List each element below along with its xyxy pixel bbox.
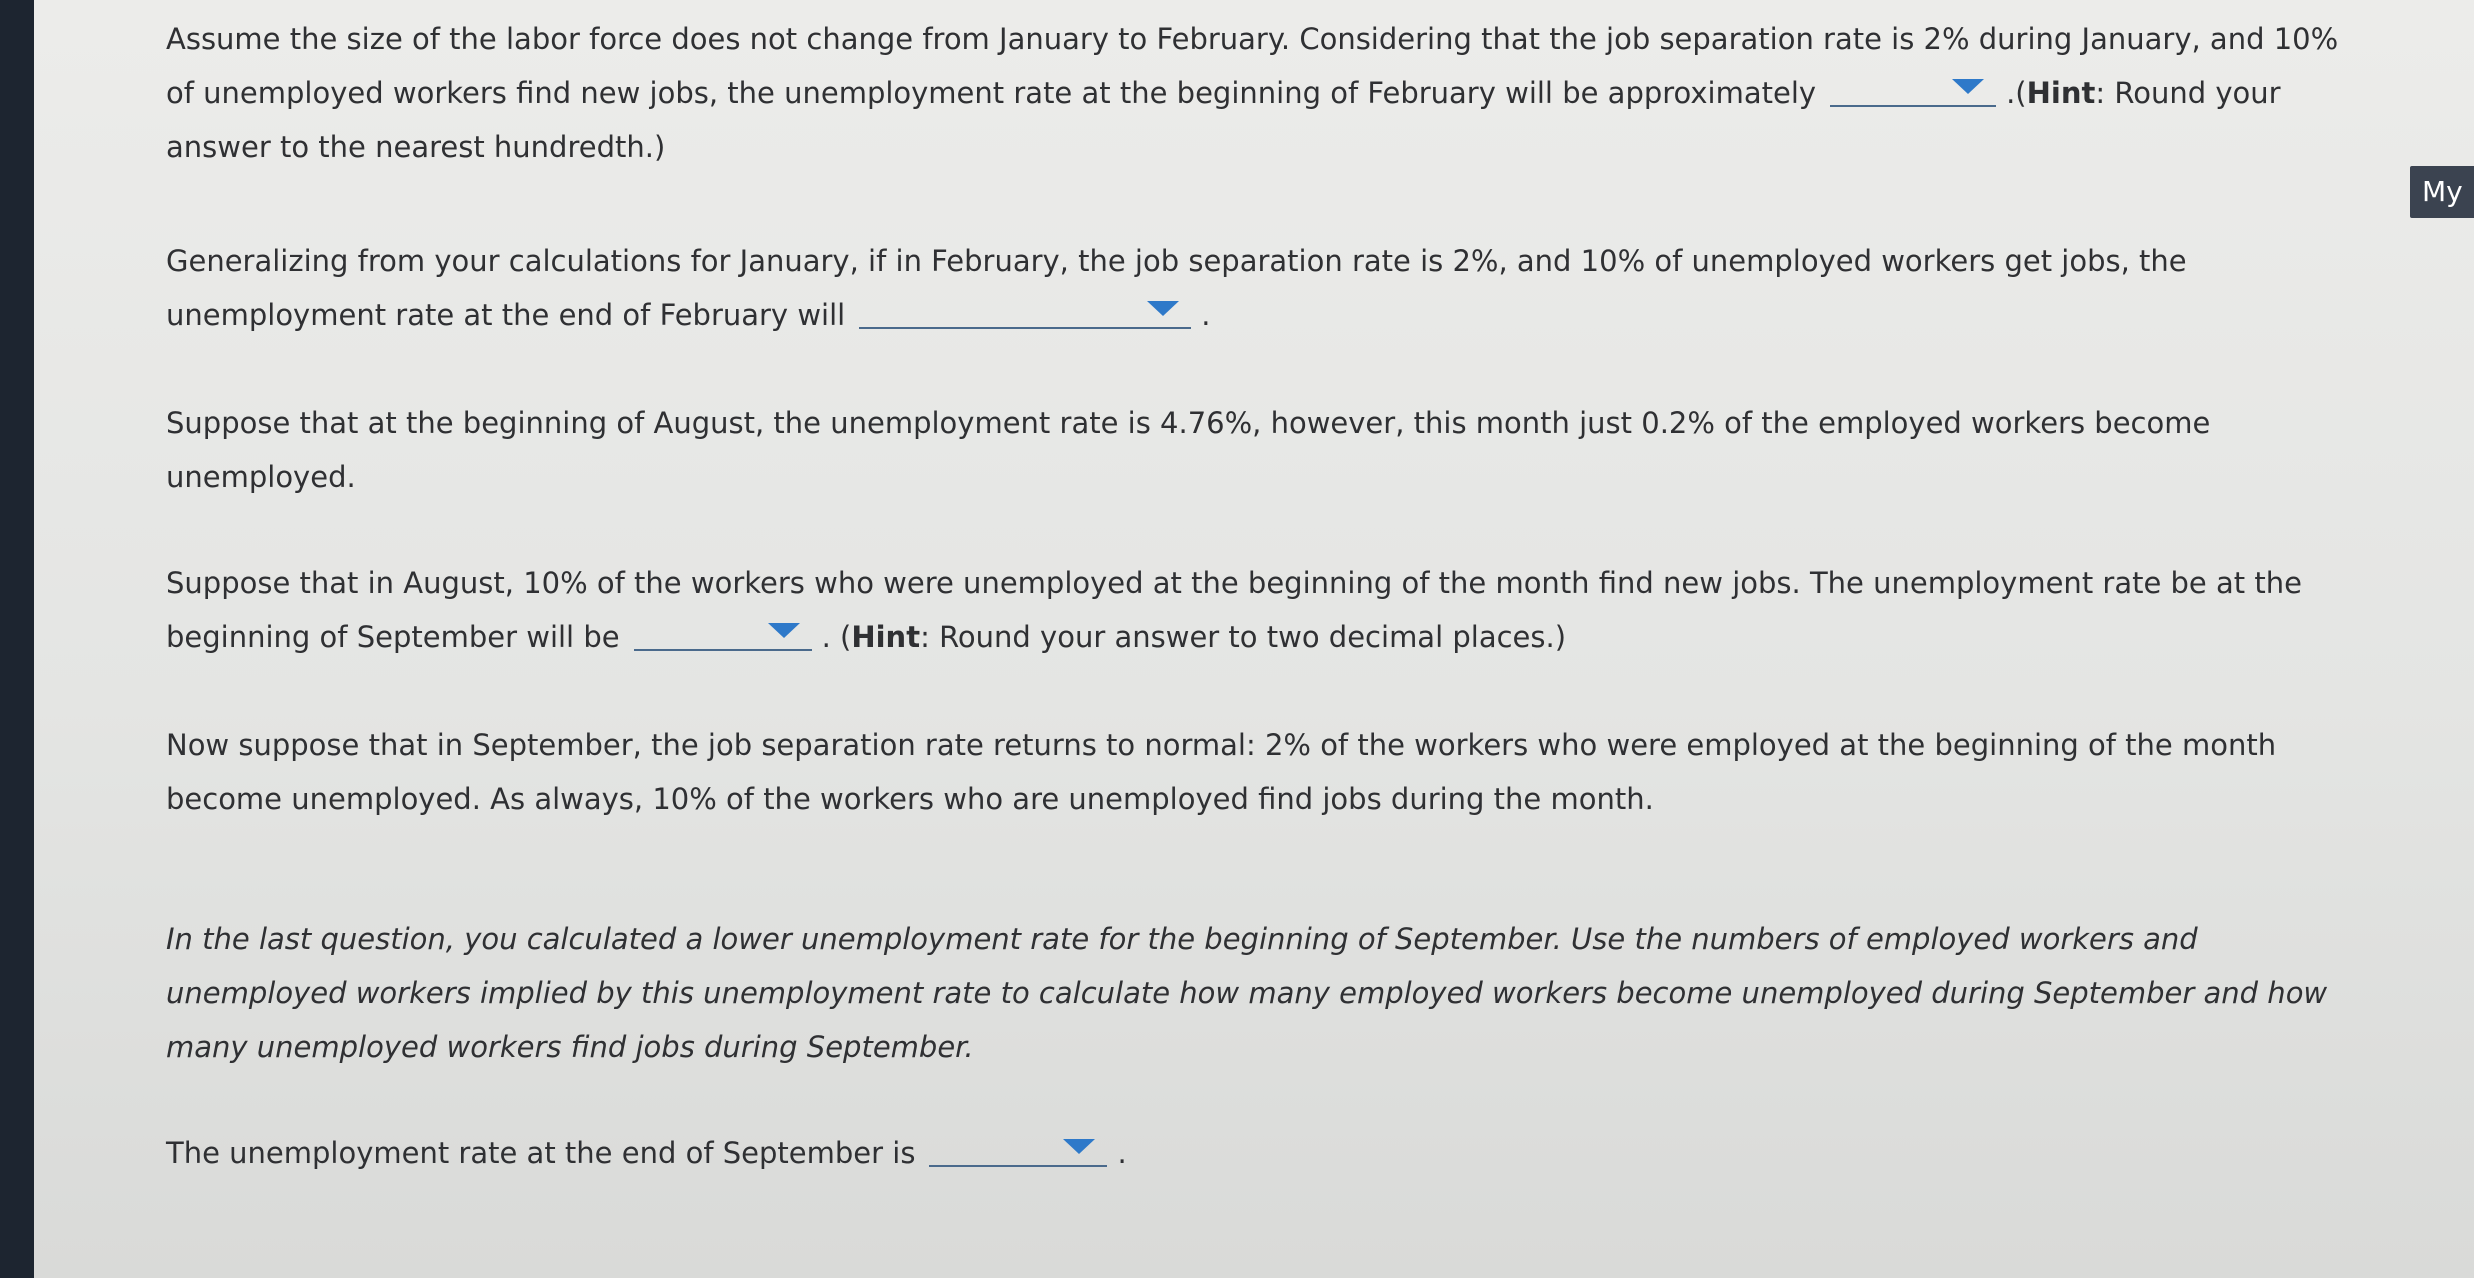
question-4-end: . bbox=[1117, 1136, 1127, 1170]
instruction-text: In the last question, you calculated a lower unemployment rate for the beginning of September. Use the numbers of employed workers and unemployed workers implied by this unemployment rate to calculate how many employed workers become unemployed during September and how many unemployed workers find jobs during September. bbox=[166, 922, 2328, 1064]
question-3-hint-text: : Round your answer to two decimal places.) bbox=[920, 620, 1567, 654]
question-2-end: . bbox=[1201, 298, 1211, 332]
question-3-text: Suppose that in August, 10% of the workers who were unemployed at the beginning of the month find new jobs. The unemployment rate be at the beginning of September will be bbox=[166, 566, 2302, 654]
question-1-dropdown[interactable] bbox=[1830, 71, 1996, 107]
question-4-dropdown[interactable] bbox=[929, 1131, 1107, 1167]
question-page bbox=[34, 0, 2474, 1278]
question-4-text: The unemployment rate at the end of September is bbox=[166, 1136, 916, 1170]
question-4 bbox=[166, 1126, 2346, 1180]
question-1-hint-text: : Round your answer to the nearest hundredth.) bbox=[166, 76, 2281, 164]
question-2-text: Generalizing from your calculations for January, if in February, the job separation rate is 2%, and 10% of unemployed workers get jobs, the unemployment rate at the end of February will bbox=[166, 244, 2187, 332]
side-tab-my[interactable]: My bbox=[2410, 166, 2474, 218]
question-content bbox=[166, 12, 2346, 1180]
question-1-hint-prefix: .( bbox=[2006, 76, 2027, 110]
question-3-dropdown[interactable] bbox=[634, 615, 812, 651]
statement-september: Now suppose that in September, the job separation rate returns to normal: 2% of the workers who were employed at the beginning of the month become unemployed. As always, 10% of the workers who are unemployed find jobs during the month. bbox=[166, 728, 2277, 816]
chevron-down-icon bbox=[1063, 1139, 1095, 1154]
statement-august: Suppose that at the beginning of August, the unemployment rate is 4.76%, however, this month just 0.2% of the employed workers become unemployed. bbox=[166, 406, 2211, 494]
question-3-hint-prefix: . ( bbox=[821, 620, 852, 654]
question-1-hint-label: Hint bbox=[2026, 76, 2096, 110]
question-2 bbox=[166, 234, 2346, 342]
question-1-text: Assume the size of the labor force does not change from January to February. Considering that the job separation rate is 2% during January, and 10% of unemployed workers find new jobs, the unemployment rate at the beginning of February will be approximately bbox=[166, 22, 2339, 110]
question-2-dropdown[interactable] bbox=[859, 293, 1191, 329]
question-1 bbox=[166, 12, 2346, 174]
chevron-down-icon bbox=[1147, 301, 1179, 316]
chevron-down-icon bbox=[768, 623, 800, 638]
question-3-hint-label: Hint bbox=[851, 620, 921, 654]
question-3 bbox=[166, 556, 2346, 664]
chevron-down-icon bbox=[1952, 79, 1984, 94]
